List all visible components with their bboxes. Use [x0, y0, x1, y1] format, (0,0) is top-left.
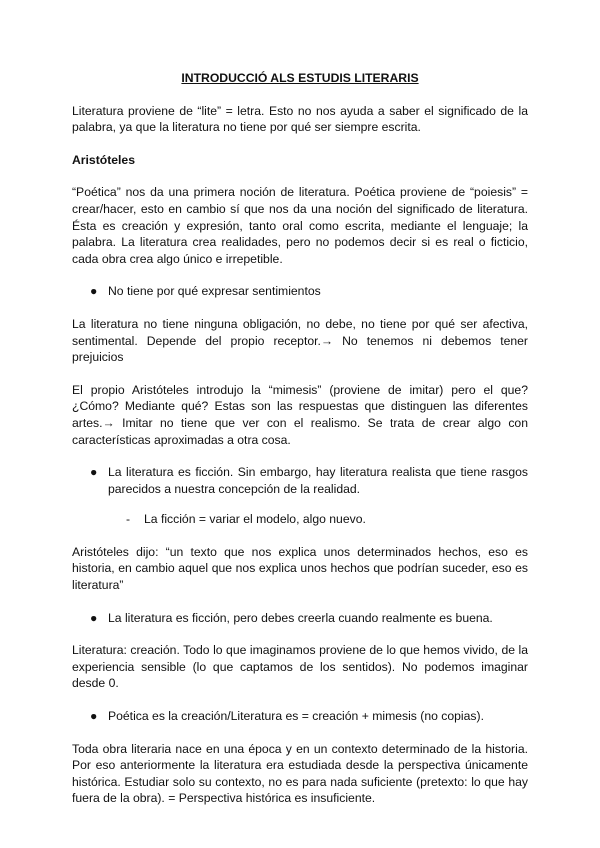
paragraph-mimesis: El propio Aristóteles introdujo la “mimesis” (proviene de imitar) pero el que? ¿Cómo? Mediante qué? Estas son las respuestas que distinguen las diferentes artes.→ Imitar no tiene que ver con el realismo. Se trata de crear algo con características aproximadas a otra cosa.: [72, 382, 528, 447]
dash-text: La ficción = variar el modelo, algo nuevo.: [144, 512, 366, 527]
document-title: INTRODUCCIÓ ALS ESTUDIS LITERARIS: [181, 71, 419, 85]
dash-icon: -: [126, 512, 131, 527]
bullet-icon: ●: [90, 610, 98, 625]
document-page: [72, 70, 528, 823]
paragraph-historia: Aristóteles dijo: “un texto que nos explica unos determinados hechos, eso es historia, en cambio aquel que nos explica unos hechos que podrían suceder, eso es literatura”: [72, 544, 528, 593]
bullet-icon: ●: [90, 709, 98, 724]
paragraph-contexto: Toda obra literaria nace en una época y en un contexto determinado de la historia. Por eso anteriormente la literatura era estudiada desde la perspectiva únicamente histórica. Estudiar solo su contexto, no es para nada suficiente (pretexto: lo que hay fuera de la obra). = Perspectiva histórica es insuficiente.: [72, 741, 528, 806]
paragraph-creacion: Literatura: creación. Todo lo que imaginamos proviene de lo que hemos vivido, de la experiencia sensible (lo que captamos de los sentidos). No podemos imaginar desde 0.: [72, 643, 528, 691]
bullet-text: Poética es la creación/Literatura es = creación + mimesis (no copias).: [108, 709, 484, 724]
bullet-item: [72, 464, 528, 497]
bullet-text: La literatura es ficción, pero debes creerla cuando realmente es buena.: [108, 610, 493, 625]
bullet-icon: ●: [90, 284, 98, 299]
dash-item: [72, 511, 528, 528]
bullet-item: [72, 610, 528, 627]
bullet-text: La literatura es ficción. Sin embargo, hay literatura realista que tiene rasgos parecidos a nuestra concepción de la realidad.: [108, 465, 528, 496]
bullet-text: No tiene por qué expresar sentimientos: [108, 284, 321, 299]
bullet-icon: ●: [90, 465, 98, 480]
section-heading-aristoteles: Aristóteles: [72, 152, 135, 167]
bullet-item: [72, 283, 528, 300]
paragraph-poetica: “Poética” nos da una primera noción de literatura. Poética proviene de “poiesis” = crear/hacer, esto en cambio sí que nos da una noción del significado de literatura. Ésta es creación y expresión, tanto oral como escrita, mediante el lenguaje; la palabra. La literatura crea realidades, pero no podemos decir si es real o ficticio, cada obra crea algo único e irrepetible.: [72, 185, 528, 266]
bullet-item: [72, 708, 528, 725]
paragraph-obligacion: La literatura no tiene ninguna obligación, no debe, no tiene por qué ser afectiva, sentimental. Depende del propio receptor.→ No tenemos ni debemos tener prejuicios: [72, 316, 528, 365]
paragraph-intro: Literatura proviene de “lite” = letra. Esto no nos ayuda a saber el significado de la palabra, ya que la literatura no tiene por qué ser siempre escrita.: [72, 103, 528, 135]
